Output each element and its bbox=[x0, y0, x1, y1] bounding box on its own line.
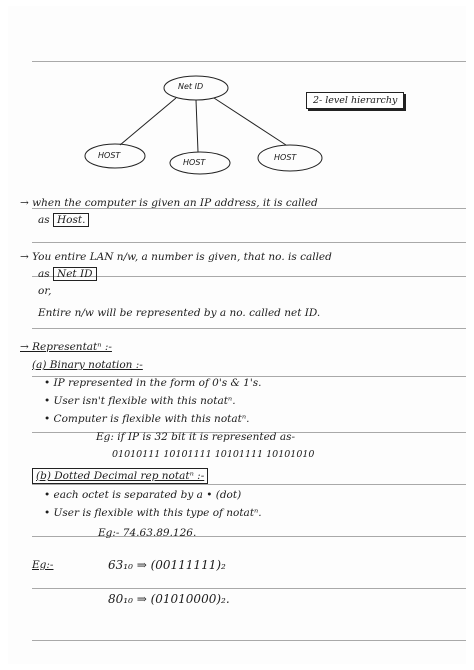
host-label-middle: HOST bbox=[183, 158, 206, 167]
note-host-as bbox=[38, 213, 89, 227]
note-host-as-prefix: as bbox=[38, 214, 50, 226]
rule-line bbox=[32, 328, 466, 329]
binary-item-2: • User isn't flexible with this notatⁿ. bbox=[44, 395, 236, 407]
binary-example: Eg: if IP is 32 bit it is represented as- bbox=[96, 431, 296, 443]
note-netid-as bbox=[38, 267, 97, 281]
dotted-item-2: • User is flexible with this type of notatⁿ. bbox=[44, 507, 262, 519]
edge-middle bbox=[196, 100, 198, 152]
rule-line bbox=[32, 484, 466, 485]
note-netid-as-prefix: as bbox=[38, 268, 50, 280]
dotted-example: Eg:- 74.63.89.126. bbox=[98, 527, 197, 539]
rule-line bbox=[32, 242, 466, 243]
edge-left bbox=[120, 98, 176, 145]
note-host-definition: → when the computer is given an IP address, it is called bbox=[20, 197, 318, 209]
note-or: or, bbox=[38, 285, 52, 297]
dotted-decimal-heading: (b) Dotted Decimal rep notatⁿ :- bbox=[32, 468, 208, 484]
example-63: 63₁₀ ⇒ (00111111)₂ bbox=[108, 558, 226, 572]
rule-line bbox=[32, 276, 466, 277]
rule-line bbox=[32, 640, 466, 641]
dotted-item-1: • each octet is separated by a • (dot) bbox=[44, 489, 242, 501]
examples-label: Eg:- bbox=[32, 559, 54, 571]
binary-notation-heading: (a) Binary notation :- bbox=[32, 359, 143, 371]
binary-value: 01010111 10101111 10101111 10101010 bbox=[112, 449, 315, 460]
binary-item-3: • Computer is flexible with this notatⁿ. bbox=[44, 413, 250, 425]
notebook-page bbox=[8, 6, 466, 664]
host-boxed-term: Host. bbox=[53, 213, 89, 227]
note-entire-network: Entire n/w will be represented by a no. called net ID. bbox=[38, 307, 321, 319]
representation-heading: → Representatⁿ :- bbox=[20, 341, 112, 353]
host-label-right: HOST bbox=[274, 153, 297, 162]
netid-label: Net ID bbox=[178, 82, 204, 91]
netid-boxed-term: Net ID bbox=[53, 267, 97, 281]
example-80: 80₁₀ ⇒ (01010000)₂. bbox=[108, 592, 230, 606]
binary-item-1: • IP represented in the form of 0's & 1's. bbox=[44, 377, 262, 389]
rule-line bbox=[32, 588, 466, 589]
edge-right bbox=[214, 98, 286, 145]
hierarchy-tag: 2- level hierarchy bbox=[306, 92, 404, 109]
host-label-left: HOST bbox=[98, 151, 121, 160]
note-netid-definition: → You entire LAN n/w, a number is given, that no. is called bbox=[20, 251, 332, 263]
